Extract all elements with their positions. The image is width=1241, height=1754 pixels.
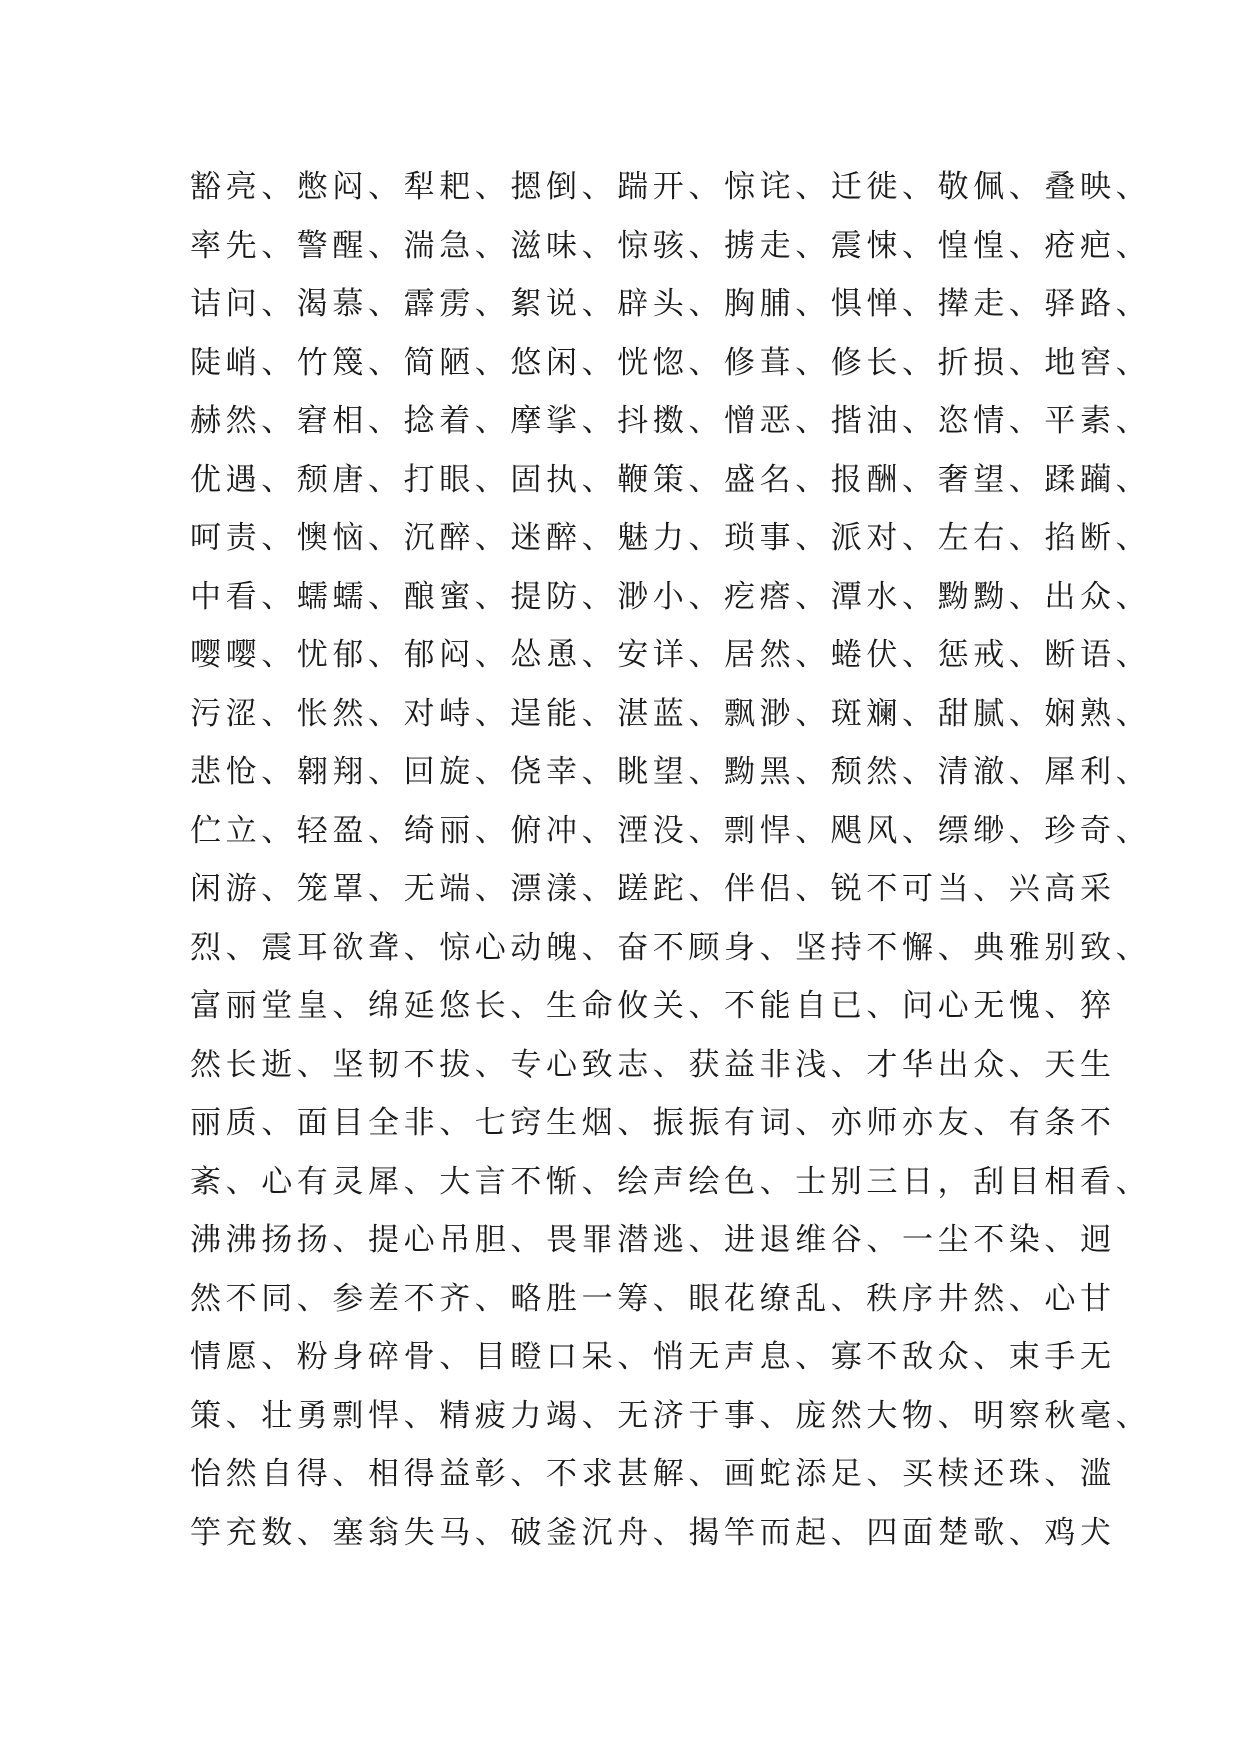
text-line: 紊、心有灵犀、大言不惭、绘声绘色、士别三日，刮目相看、 <box>190 1163 1152 1200</box>
text-line: 然长逝、坚韧不拔、专心致志、获益非浅、才华出众、天生 <box>190 1046 1116 1083</box>
text-line: 优遇、颓唐、打眼、固执、鞭策、盛名、报酬、奢望、蹂躏、 <box>190 461 1152 498</box>
text-line: 陡峭、竹篾、简陋、悠闲、恍惚、修葺、修长、折损、地窖、 <box>190 344 1152 381</box>
text-line: 然不同、参差不齐、略胜一筹、眼花缭乱、秩序井然、心甘 <box>190 1280 1116 1317</box>
text-line: 嘤嘤、忧郁、郁闷、怂恿、安详、居然、蜷伏、惩戒、断语、 <box>190 637 1152 673</box>
text-line: 率先、警醒、湍急、滋味、惊骇、掳走、震悚、惶惶、疮疤、 <box>190 227 1152 264</box>
text-line: 闲游、笼罩、无端、漂漾、蹉跎、伴侣、锐不可当、兴高采 <box>190 871 1116 907</box>
text-line: 策、壮勇剽悍、精疲力竭、无济于事、庞然大物、明察秋毫、 <box>190 1397 1152 1434</box>
text-line: 诘问、渴慕、霹雳、絮说、辟头、胸脯、惧惮、撵走、驿路、 <box>190 286 1152 322</box>
text-line: 情愿、粉身碎骨、目瞪口呆、悄无声息、寡不敌众、束手无 <box>190 1339 1116 1375</box>
text-line: 悲怆、翱翔、回旋、侥幸、眺望、黝黑、颓然、清澈、犀利、 <box>190 754 1152 790</box>
vocabulary-list <box>190 158 1152 1562</box>
text-line: 赫然、窘相、捻着、摩挲、抖擞、憎恶、揩油、恣情、平素、 <box>190 403 1152 439</box>
text-line: 污涩、怅然、对峙、逞能、湛蓝、飘渺、斑斓、甜腻、娴熟、 <box>190 695 1152 732</box>
text-line: 富丽堂皇、绵延悠长、生命攸关、不能自已、问心无愧、猝 <box>190 988 1116 1024</box>
text-line: 豁亮、憋闷、犁耙、摁倒、踹开、惊诧、迁徙、敬佩、叠映、 <box>190 169 1152 205</box>
text-line: 丽质、面目全非、七窍生烟、振振有词、亦师亦友、有条不 <box>190 1105 1116 1141</box>
text-line: 伫立、轻盈、绮丽、俯冲、湮没、剽悍、飓风、缥缈、珍奇、 <box>190 812 1152 849</box>
text-line: 竽充数、塞翁失马、破釜沉舟、揭竿而起、四面楚歌、鸡犬 <box>190 1514 1116 1551</box>
text-line: 烈、震耳欲聋、惊心动魄、奋不顾身、坚持不懈、典雅别致、 <box>190 929 1152 966</box>
text-line: 呵责、懊恼、沉醉、迷醉、魅力、琐事、派对、左右、掐断、 <box>190 520 1152 556</box>
text-line: 沸沸扬扬、提心吊胆、畏罪潜逃、进退维谷、一尘不染、迥 <box>190 1222 1116 1258</box>
text-line: 中看、蠕蠕、酿蜜、提防、渺小、疙瘩、潭水、黝黝、出众、 <box>190 578 1152 615</box>
text-line: 怡然自得、相得益彰、不求甚解、画蛇添足、买椟还珠、滥 <box>190 1456 1116 1492</box>
